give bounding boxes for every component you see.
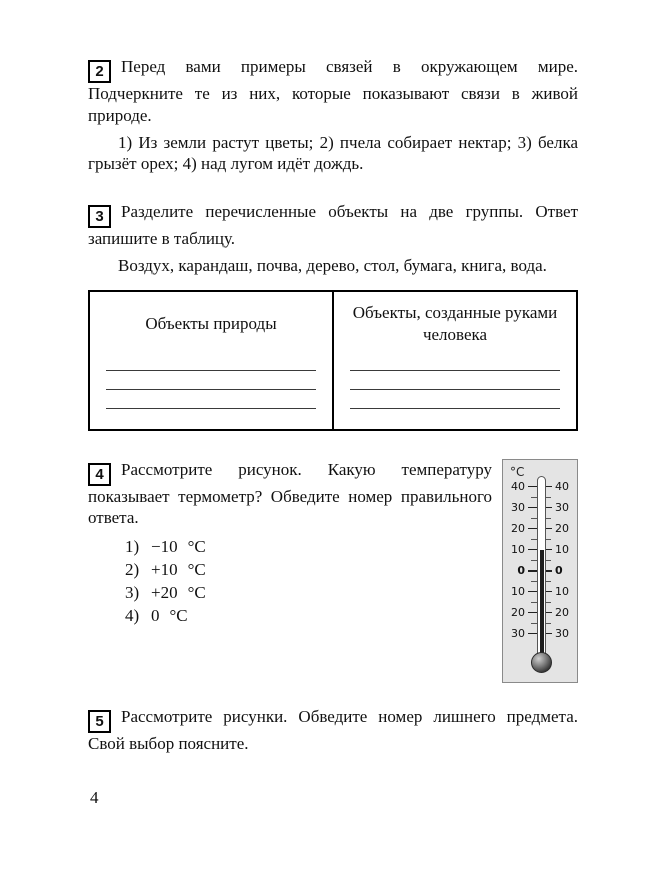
scale-label: 40 (555, 480, 569, 493)
write-line[interactable] (350, 352, 560, 371)
write-line[interactable] (106, 352, 316, 371)
scale-label: 10 (511, 543, 525, 556)
option-1-unit: °C (187, 537, 206, 556)
option-4-value: 0 (151, 606, 160, 625)
thermometer-unit-label: °C (510, 464, 525, 479)
scale-label: 20 (511, 522, 525, 535)
exercise-2-number-box: 2 (88, 60, 111, 83)
thermometer-bulb (531, 652, 552, 673)
scale-label: 20 (555, 522, 569, 535)
column-header-manmade: Объекты, созданные руками человека (352, 303, 558, 344)
exercise-2-items: 1) Из земли растут цветы; 2) пчела собирает нектар; 3) белка грызёт орех; 4) над лугом идёт дождь. (88, 132, 578, 174)
scale-label: 0 (555, 564, 563, 577)
exercise-4-number-box: 4 (88, 463, 111, 486)
option-1[interactable] (125, 535, 492, 558)
scale-label: 0 (517, 564, 525, 577)
write-line[interactable] (106, 371, 316, 390)
option-4-number: 4) (125, 606, 140, 625)
write-area-manmade (350, 352, 560, 409)
exercise-5-number-box: 5 (88, 710, 111, 733)
exercise-5-task (88, 706, 578, 755)
exercise-3-items: Воздух, карандаш, почва, дерево, стол, бумага, книга, вода. (118, 255, 547, 275)
option-3-value: +20 (151, 583, 178, 602)
exercise-2-text: Перед вами примеры связей в окружающем мире. Подчеркните те из них, которые показывают связи в живой природе. (88, 57, 578, 125)
option-2-number: 2) (125, 560, 140, 579)
option-2-unit: °C (187, 560, 206, 579)
scale-label: 10 (511, 585, 525, 598)
write-line[interactable] (350, 371, 560, 390)
answers-table (88, 290, 578, 431)
write-area-nature (106, 352, 316, 409)
option-1-number: 1) (125, 537, 140, 556)
option-4-unit: °C (169, 606, 188, 625)
page-number: 4 (90, 788, 99, 807)
exercise-3-number-box: 3 (88, 205, 111, 228)
answers-table-cell-nature (89, 291, 333, 430)
exercise-5 (88, 706, 578, 755)
write-line[interactable] (350, 390, 560, 409)
scale-label: 20 (511, 606, 525, 619)
option-3[interactable] (125, 581, 492, 604)
scale-label: 30 (555, 501, 569, 514)
option-4[interactable] (125, 604, 492, 627)
thermometer-figure (502, 459, 578, 683)
exercise-4-task (88, 459, 492, 530)
exercise-5-text: Рассмотрите рисунки. Обведите номер лишнего предмета. Свой выбор поясните. (88, 706, 578, 753)
scale-label: 30 (511, 501, 525, 514)
scale-label: 10 (555, 585, 569, 598)
column-header-nature: Объекты природы (145, 313, 277, 333)
option-2-value: +10 (151, 560, 178, 579)
scale-label: 30 (511, 627, 525, 640)
exercise-3-task (88, 201, 578, 250)
option-1-value: −10 (151, 537, 178, 556)
exercise-3-text: Разделите перечисленные объекты на две группы. Ответ запишите в таблицу. (88, 202, 578, 248)
answers-table-cell-manmade (333, 291, 577, 430)
scale-label: 30 (555, 627, 569, 640)
option-3-unit: °C (187, 583, 206, 602)
exercise-2 (88, 56, 578, 175)
scale-label: 40 (511, 480, 525, 493)
scale-label: 10 (555, 543, 569, 556)
option-2[interactable] (125, 558, 492, 581)
exercise-3 (88, 201, 578, 431)
thermometer-mercury-column (540, 550, 544, 658)
exercise-2-task (88, 56, 578, 127)
exercise-4-options (125, 535, 492, 627)
exercise-4 (88, 459, 578, 683)
scale-label: 20 (555, 606, 569, 619)
exercise-4-text: Рассмотрите рисунок. Какую температуру показывает термометр? Обведите номер правильного ответа. (88, 459, 492, 528)
option-3-number: 3) (125, 583, 140, 602)
write-line[interactable] (106, 390, 316, 409)
